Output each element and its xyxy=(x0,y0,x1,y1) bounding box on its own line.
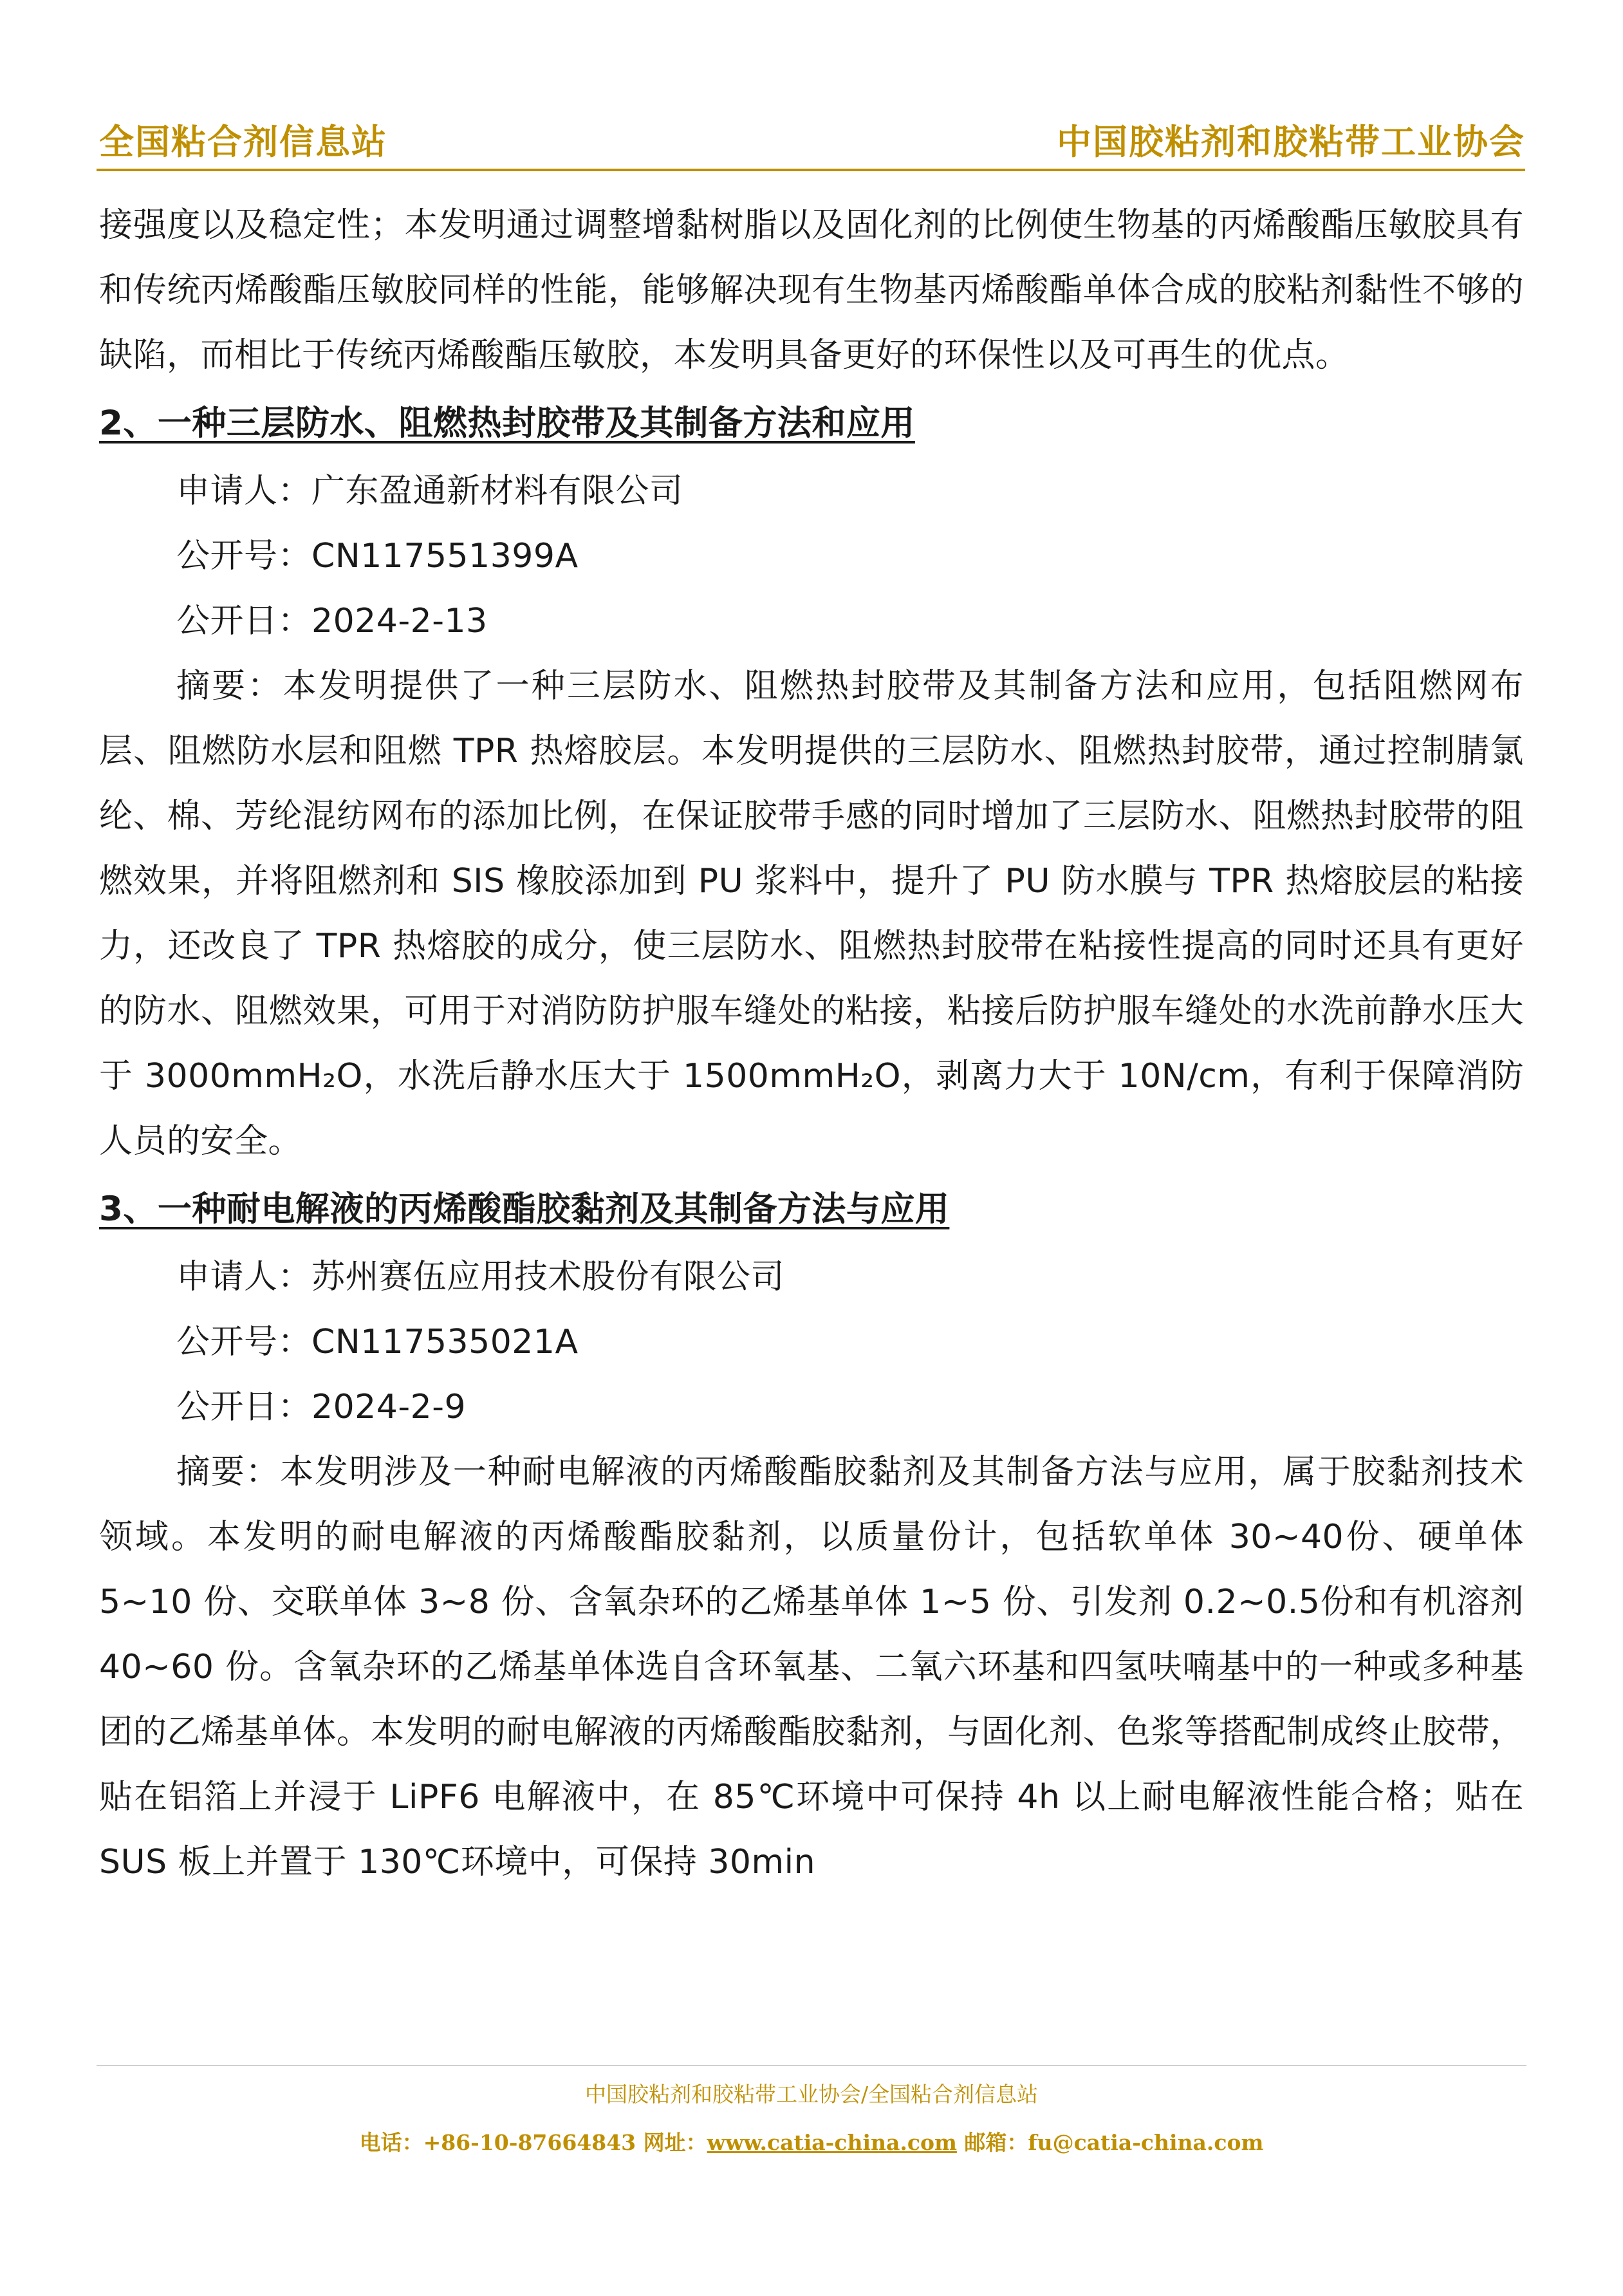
phone-label: 电话： xyxy=(359,2130,423,2155)
applicant-field xyxy=(99,459,1524,524)
abstract-paragraph: 摘要：本发明提供了一种三层防水、阻燃热封胶带及其制备方法和应用，包括阻燃网布层、阻燃防水层和阻燃 TPR 热熔胶层。本发明提供的三层防水、阻燃热封胶带，通过控制腈氯纶、棉、芳纶混纺网布的添加比例，在保证胶带手感的同时增加了三层防水、阻燃热封胶带的阻燃效果，并将阻燃剂和 SIS 橡胶添加到 PU 浆料中，提升了 PU 防水膜与 TPR 热熔胶层的粘接力，还改良了 TPR 热熔胶的成分，使三层防水、阻燃热封胶带在粘接性提高的同时还具有更好的防水、阻燃效果，可用于对消防防护服车缝处的粘接，粘接后防护服车缝处的水洗前静水压大于 3000mmH₂O，水洗后静水压大于 1500mmH₂O，剥离力大于 10N/cm，有利于保障消防人员的安全。 xyxy=(99,667,1524,1161)
publication-date-label: 公开日： xyxy=(176,1388,312,1426)
website-link[interactable]: www.catia-china.com xyxy=(707,2130,957,2155)
applicant-value: 广东盈通新材料有限公司 xyxy=(311,472,683,510)
intro-paragraph: 接强度以及稳定性；本发明通过调整增黏树脂以及固化剂的比例使生物基的丙烯酸酯压敏胶具有和传统丙烯酸酯压敏胶同样的性能，能够解决现有生物基丙烯酸酯单体合成的胶粘剂黏性不够的缺陷，而相比于传统丙烯酸酯压敏胶，本发明具备更好的环保性以及可再生的优点。 xyxy=(99,206,1524,375)
header-divider xyxy=(97,169,1525,171)
header-association-name: 中国胶粘剂和胶粘带工业协会 xyxy=(1057,122,1525,162)
patent-title: 3、一种耐电解液的丙烯酸酯胶黏剂及其制备方法与应用 xyxy=(99,1190,950,1229)
email-address[interactable]: fu@catia-china.com xyxy=(1028,2130,1264,2155)
publication-date-value: 2024-2-13 xyxy=(311,602,488,640)
publication-number-field xyxy=(99,1310,1524,1375)
email-label: 邮箱： xyxy=(964,2130,1028,2155)
publication-date-label: 公开日： xyxy=(176,602,312,640)
header-site-name: 全国粘合剂信息站 xyxy=(99,122,387,162)
publication-number-field xyxy=(99,524,1524,589)
applicant-field xyxy=(99,1245,1524,1310)
applicant-value: 苏州赛伍应用技术股份有限公司 xyxy=(311,1258,785,1296)
footer-divider xyxy=(97,2065,1526,2066)
publication-date-field xyxy=(99,1375,1524,1440)
publication-date-value: 2024-2-9 xyxy=(311,1388,467,1426)
applicant-label: 申请人： xyxy=(176,472,312,510)
patent-entry-3 xyxy=(99,1174,1524,1895)
page-content xyxy=(99,193,1524,1895)
applicant-label: 申请人： xyxy=(176,1258,312,1296)
footer-contact xyxy=(0,2126,1623,2156)
website-label: 网址： xyxy=(643,2130,707,2155)
patent-entry-2 xyxy=(99,388,1524,1174)
publication-date-field xyxy=(99,589,1524,654)
footer-organization: 中国胶粘剂和胶粘带工业协会/全国粘合剂信息站 xyxy=(584,2082,1039,2107)
phone-number: +86-10-87664843 xyxy=(423,2130,636,2155)
publication-number-value: CN117535021A xyxy=(311,1323,579,1361)
publication-number-label: 公开号： xyxy=(176,1323,312,1361)
abstract-paragraph: 摘要：本发明涉及一种耐电解液的丙烯酸酯胶黏剂及其制备方法与应用，属于胶黏剂技术领域。本发明的耐电解液的丙烯酸酯胶黏剂，以质量份计，包括软单体 30~40份、硬单体 5~10 份、交联单体 3~8 份、含氧杂环的乙烯基单体 1~5 份、引发剂 0.2~0.5份和有机溶剂 40~60 份。含氧杂环的乙烯基单体选自含环氧基、二氧六环基和四氢呋喃基中的一种或多种基团的乙烯基单体。本发明的耐电解液的丙烯酸酯胶黏剂，与固化剂、色浆等搭配制成终止胶带，贴在铝箔上并浸于 LiPF6 电解液中，在 85℃环境中可保持 4h 以上耐电解液性能合格；贴在 SUS 板上并置于 130℃环境中，可保持 30min xyxy=(99,1453,1524,1881)
patent-title: 2、一种三层防水、阻燃热封胶带及其制备方法和应用 xyxy=(99,404,915,443)
publication-number-value: CN117551399A xyxy=(311,537,579,575)
publication-number-label: 公开号： xyxy=(176,537,312,575)
